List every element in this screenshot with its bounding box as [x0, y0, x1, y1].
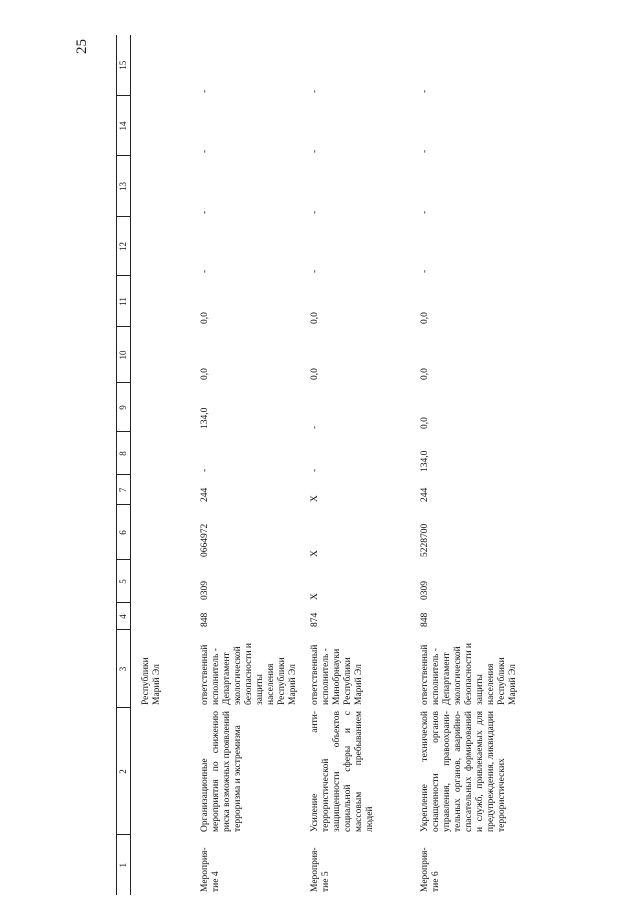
cell-number: Мероприя-тие 6 [419, 847, 441, 892]
header-row [117, 35, 131, 895]
header-cell: 14 [117, 96, 131, 156]
table-row [131, 35, 197, 895]
page-number: 25 [74, 39, 90, 54]
cell-grbs: 874 [309, 612, 320, 627]
table-row [417, 35, 617, 895]
table-row [197, 35, 307, 895]
cell-value [131, 35, 197, 96]
cell-value: - [309, 149, 320, 153]
cell-value: - [309, 89, 320, 93]
cell-vr: 244 [199, 487, 210, 502]
cell-value: 0,0 [199, 368, 210, 380]
document-table-region [116, 35, 626, 895]
cell-value [131, 276, 197, 327]
cell-value [131, 156, 197, 217]
cell-value: 0,0 [309, 368, 320, 380]
cell-name [131, 708, 197, 835]
cell-value: 134,0 [419, 450, 430, 472]
cell-name: Усиление анти-террористической защищенности объектов социальной сферы и с массовым пребыванием людей [309, 711, 375, 832]
cell-value: - [199, 89, 210, 93]
cell-name: Укрепление технической оснащенности органов управления, правоохрани-тельных органов, аварийно-спасательных формирований и служб, привлекаемых для предупреждения, ликвидации террористических [419, 711, 507, 832]
cell-executor: ответственный исполнитель - Департамент экологической безопасности и защиты населения Республики Марий Эл [419, 643, 518, 705]
cell-number: Мероприя-тие 4 [199, 847, 221, 892]
cell-csr: Х [309, 550, 320, 557]
header-cell: 11 [117, 276, 131, 327]
cell-value: - [419, 89, 430, 93]
cell-executor: ответственный исполнитель - Минобрнауки Республики Марий Эл [309, 644, 364, 705]
cell-vr [131, 475, 197, 505]
cell-value [131, 96, 197, 156]
header-cell: 1 [117, 835, 131, 895]
cell-value: - [309, 269, 320, 273]
cell-number: Мероприя-тие 5 [309, 847, 331, 892]
cell-value: - [199, 269, 210, 273]
cell-value: - [309, 210, 320, 214]
cell-rzpr: Х [309, 593, 320, 600]
cell-rzpr: 0309 [199, 581, 210, 600]
header-cell: 6 [117, 505, 131, 560]
budget-table [116, 35, 617, 895]
cell-value [131, 217, 197, 276]
cell-csr [131, 505, 197, 560]
cell-executor: ответственный исполнитель - Департамент экологической безопасности и защиты населения Республики Марий Эл [199, 643, 298, 705]
cell-rzpr [131, 560, 197, 603]
cell-value: - [419, 269, 430, 273]
header-cell: 12 [117, 217, 131, 276]
cell-number [131, 835, 197, 895]
header-cell: 2 [117, 708, 131, 835]
cell-value: 0,0 [419, 312, 430, 324]
cell-value: 0,0 [309, 312, 320, 324]
cell-value: - [199, 210, 210, 214]
cell-value: 0,0 [199, 312, 210, 324]
cell-value: 0,0 [419, 417, 430, 429]
cell-csr: 5228700 [419, 523, 430, 557]
cell-value: - [199, 149, 210, 153]
cell-value: - [419, 149, 430, 153]
cell-vr: 244 [419, 487, 430, 502]
cell-name: Организационные мероприятия по снижению риска возможных проявлений терроризма и экстремизма [199, 711, 243, 832]
cell-rzpr: 0309 [419, 581, 430, 600]
cell-grbs: 848 [199, 612, 210, 627]
cell-value: - [199, 468, 210, 472]
header-cell: 3 [117, 630, 131, 708]
header-cell: 4 [117, 603, 131, 630]
header-cell: 7 [117, 475, 131, 505]
cell-executor: Республики Марий Эл [141, 657, 162, 705]
cell-value: - [309, 425, 320, 429]
cell-csr: 0664972 [199, 523, 210, 557]
cell-value [131, 383, 197, 432]
header-cell: 8 [117, 432, 131, 475]
cell-grbs [131, 603, 197, 630]
cell-vr: Х [309, 495, 320, 502]
cell-grbs: 848 [419, 612, 430, 627]
cell-value [131, 432, 197, 475]
cell-value: - [309, 468, 320, 472]
header-cell: 10 [117, 327, 131, 383]
table-row [307, 35, 417, 895]
header-cell: 5 [117, 560, 131, 603]
cell-value [131, 327, 197, 383]
cell-value: 0,0 [419, 368, 430, 380]
cell-value: 134,0 [199, 407, 210, 429]
cell-value: - [419, 210, 430, 214]
header-cell: 13 [117, 156, 131, 217]
header-cell: 9 [117, 383, 131, 432]
header-cell: 15 [117, 35, 131, 96]
